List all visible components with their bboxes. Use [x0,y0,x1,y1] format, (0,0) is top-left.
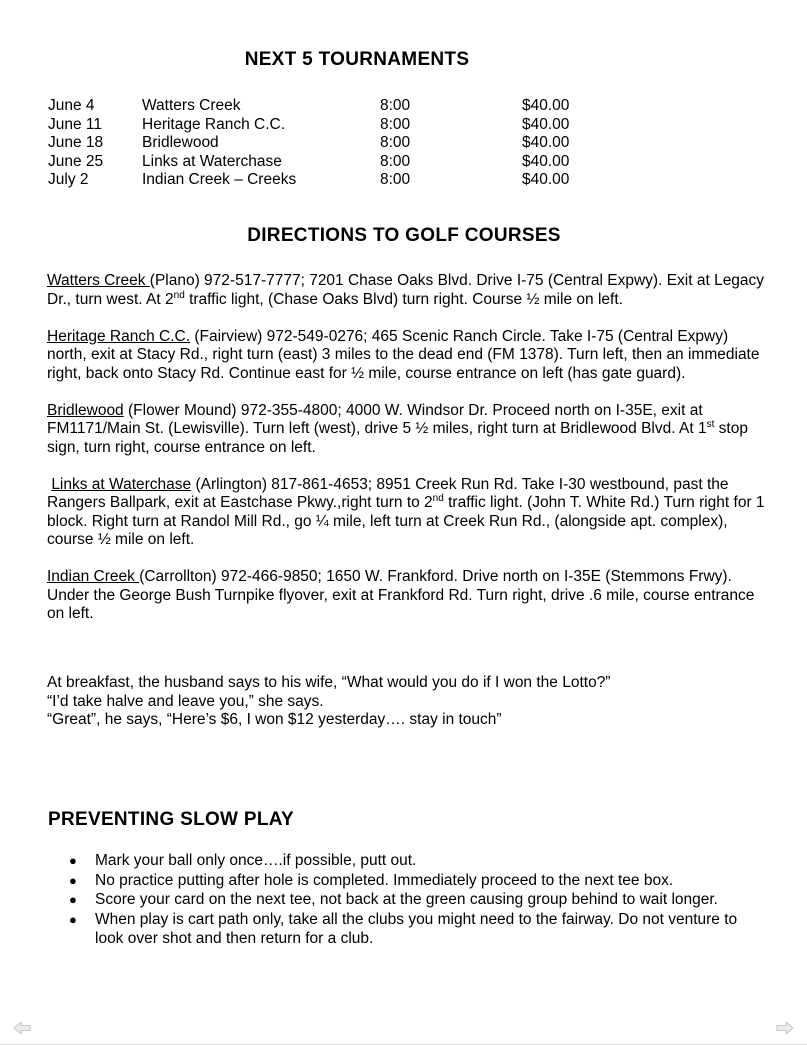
schedule-time: 8:00 [380,152,411,170]
directions-bridlewood [47,402,767,458]
tip-text: Mark your ball only once….if possible, putt out. [95,852,417,869]
slow-play-title: PREVENTING SLOW PLAY [48,809,294,830]
arrow-left-shape [14,1022,30,1034]
schedule-fee: $40.00 [522,97,570,114]
tip-text: When play is cart path only, take all the clubs you might need to the fairway. Do not venture to look over shot and then return for a club. [95,910,738,947]
schedule-date: July 2 [48,171,89,188]
directions-links-at-waterchase [47,476,767,550]
directions-text: (Fairview) 972-549-0276; 465 Scenic Ranch Circle. Take I-75 (Central Expwy) north, exit at Stacy Rd., right turn (east) 3 miles to the dead end (FM 1378). Turn left, then an immediate right, back onto Stacy Rd. Continue east for ½ mile, course entrance on left (has gate guard). [47,327,760,382]
bullet-icon: ● [69,853,77,868]
directions-text: traffic light, (Chase Oaks Blvd) turn right. Course ½ mile on left. [184,290,623,308]
schedule-course: Heritage Ranch C.C. [142,115,286,133]
course-name: Heritage Ranch C.C. [47,327,191,345]
joke-line: At breakfast, the husband says to his wife, “What would you do if I won the Lotto?” [47,674,611,691]
schedule-course: Links at Waterchase [142,152,282,170]
schedule-date: June 25 [48,152,104,170]
schedule-course: Indian Creek – Creeks [142,171,297,188]
directions-heritage-ranch [47,328,767,384]
bullet-icon: ● [69,911,77,927]
course-name: Links at Waterchase [51,475,192,493]
list-item [48,871,760,891]
schedule-fee: $40.00 [522,134,570,151]
directions-list [47,272,767,642]
list-item [48,890,760,910]
directions-title: DIRECTIONS TO GOLF COURSES [247,225,561,246]
schedule-course: Bridlewood [142,134,219,151]
directions-text: stop sign, turn right, course entrance on left. [47,420,748,456]
directions-indian-creek [47,568,767,624]
arrow-right-icon[interactable] [776,1021,794,1035]
joke-line: “I’d take halve and leave you,” she says. [47,692,324,710]
ordinal-suffix: nd [173,289,185,301]
directions-text: (Plano) 972-517-7777; 7201 Chase Oaks Blvd. Drive I-75 (Central Expwy). Exit at Legacy Dr., turn west. At 2 [47,272,765,308]
schedule-time: 8:00 [380,115,411,133]
ordinal-suffix: nd [432,493,444,504]
joke-block [47,674,610,730]
schedule-fee: $40.00 [522,152,570,170]
bullet-icon: ● [69,872,77,888]
tip-text: No practice putting after hole is completed. Immediately proceed to the next tee box. [95,871,674,889]
schedule-fee: $40.00 [522,115,570,133]
directions-text: (Flower Mound) 972-355-4800; 4000 W. Windsor Dr. Proceed north on I-35E, exit at FM1171/Main St. (Lewisville). Turn left (west), drive 5 ½ miles, right turn at Bridlewood Blvd. At 1 [47,401,707,437]
schedule-time: 8:00 [380,171,411,188]
list-item [48,851,760,871]
directions-text: (Carrollton) 972-466-9850; 1650 W. Frankford. Drive north on I-35E (Stemmons Frwy). Under the George Bush Turnpike flyover, exit at Frankford Rd. Turn right, drive .6 mile, course entrance on left. [47,568,755,622]
tournaments-title: NEXT 5 TOURNAMENTS [244,49,470,70]
directions-text: traffic light. (John T. White Rd.) Turn right for 1 block. Right turn at Randol Mill Rd., go ¼ mile, left turn at Creek Run Rd., (alongside apt. complex), course ½ mile on left. [47,494,765,548]
directions-watters-creek [47,272,767,309]
schedule-date: June 4 [48,97,95,114]
arrow-right-shape [777,1022,793,1034]
schedule-date: June 11 [48,115,103,133]
schedule-date: June 18 [48,134,104,151]
course-name: Bridlewood [47,401,124,419]
tip-text: Score your card on the next tee, not back at the green causing group behind to wait longer. [95,891,718,908]
schedule-course: Watters Creek [142,97,241,114]
schedule-time: 8:00 [380,134,411,151]
arrow-left-icon[interactable] [13,1021,31,1035]
joke-line: “Great”, he says, “Here’s $6, I won $12 yesterday…. stay in touch” [47,711,502,728]
bullet-icon: ● [69,892,77,907]
list-item [48,910,760,949]
course-name: Watters Creek [47,272,150,289]
ordinal-suffix: st [706,419,715,430]
slow-play-tips [48,851,760,949]
schedule-time: 8:00 [380,97,411,114]
directions-text: (Arlington) 817-861-4653; 8951 Creek Run Rd. Take I-30 westbound, past the Rangers Ballpark, exit at Eastchase Pkwy.,right turn to 2 [47,475,729,511]
course-name: Indian Creek [47,568,140,585]
schedule-fee: $40.00 [522,171,570,188]
